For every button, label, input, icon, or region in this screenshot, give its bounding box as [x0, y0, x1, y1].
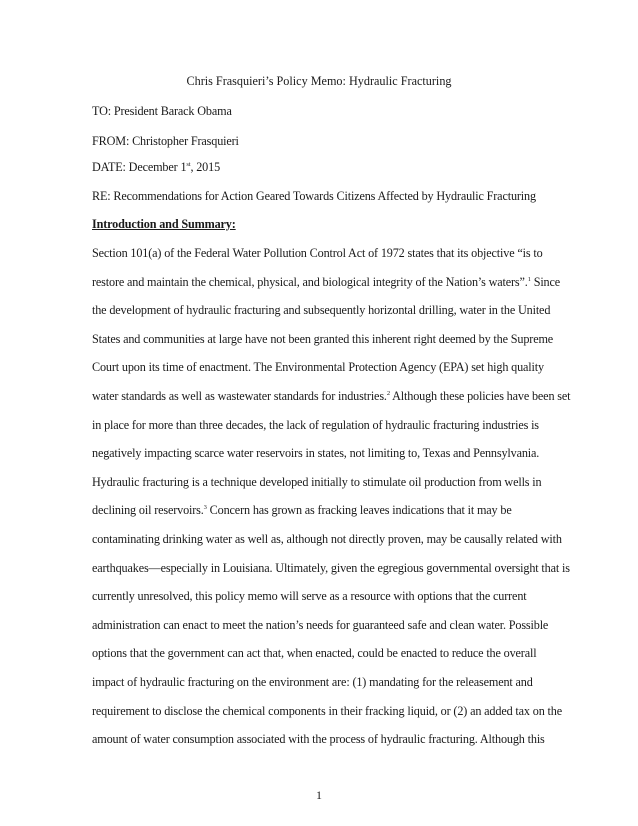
memo-date — [92, 160, 220, 175]
body-line-text: contaminating drinking water as well as, although not directly proven, may be causally related with — [92, 532, 562, 546]
body-line-text: currently unresolved, this policy memo will serve as a resource with options that the current — [92, 589, 527, 604]
body-line — [92, 561, 570, 576]
body-line — [92, 332, 553, 347]
body-line — [92, 646, 536, 661]
body-line — [92, 475, 541, 490]
section-heading: Introduction and Summary: — [92, 217, 236, 231]
body-line-text: declining oil reservoirs. — [92, 503, 204, 518]
body-line — [92, 532, 562, 547]
footnote-ref[interactable]: 2 — [386, 390, 390, 397]
body-line — [92, 618, 548, 633]
body-line-text: negatively impacting scarce water reservoirs in states, not limiting to, Texas and Pennsylvania. — [92, 446, 540, 461]
body-line — [92, 732, 545, 747]
body-line — [92, 303, 550, 318]
memo-from: FROM: Christopher Frasquieri — [92, 134, 239, 148]
body-line-text: Section 101(a) of the Federal Water Pollution Control Act of 1972 states that its objective “is to — [92, 246, 543, 260]
body-line-text: requirement to disclose the chemical components in their fracking liquid, or (2) an added tax on the — [92, 703, 562, 718]
body-line-text: water standards as well as wastewater standards for industries. — [92, 389, 387, 403]
body-line-text: options that the government can act that, when enacted, could be enacted to reduce the overall — [92, 646, 537, 661]
body-line — [92, 246, 543, 261]
body-line-text: Court upon its time of enactment. The Environmental Protection Agency (EPA) set high quality — [92, 360, 544, 375]
body-line — [92, 389, 570, 404]
memo-date-suffix: , 2015 — [190, 160, 221, 174]
body-line-text: the development of hydraulic fracturing and subsequently horizontal drilling, water in the United — [92, 303, 551, 318]
body-line-text-after: Concern has grown as fracking leaves indications that it may be — [206, 503, 512, 518]
body-line-text: Hydraulic fracturing is a technique developed initially to stimulate oil production from wells in — [92, 474, 542, 489]
body-line — [92, 589, 527, 604]
memo-to: TO: President Barack Obama — [92, 104, 232, 118]
body-line — [92, 275, 560, 290]
body-line-text: amount of water consumption associated with the process of hydraulic fracturing. Although this — [92, 732, 545, 747]
memo-date-sup: st — [186, 161, 191, 168]
body-line-text: earthquakes—especially in Louisiana. Ultimately, given the egregious governmental oversight that is — [92, 560, 570, 575]
body-line — [92, 418, 539, 433]
memo-title: Chris Frasquieri’s Policy Memo: Hydraulic Fracturing — [186, 74, 452, 88]
memo-date-prefix: DATE: December 1 — [92, 160, 187, 174]
body-line — [92, 503, 512, 518]
footnote-ref[interactable]: 3 — [203, 504, 207, 512]
footnote-ref[interactable]: 1 — [527, 275, 531, 283]
memo-re: RE: Recommendations for Action Geared Towards Citizens Affected by Hydraulic Fracturing — [92, 189, 536, 203]
body-line-text: restore and maintain the chemical, physical, and biological integrity of the Nation’s waters”. — [92, 274, 528, 289]
body-line-text-after: Although these policies have been set — [389, 389, 571, 403]
body-line — [92, 704, 562, 719]
body-line-text-after: Since — [530, 274, 561, 289]
body-line-text: States and communities at large have not been granted this inherent right deemed by the Supreme — [92, 331, 554, 346]
page-number: 1 — [316, 788, 322, 802]
body-line — [92, 446, 539, 461]
body-line-text: in place for more than three decades, the lack of regulation of hydraulic fracturing industries is — [92, 417, 539, 432]
body-line — [92, 675, 533, 690]
body-line-text: impact of hydraulic fracturing on the environment are: (1) mandating for the releasement and — [92, 675, 533, 689]
body-line-text: administration can enact to meet the nation’s needs for guaranteed safe and clean water. Possible — [92, 617, 549, 632]
body-line — [92, 360, 544, 375]
